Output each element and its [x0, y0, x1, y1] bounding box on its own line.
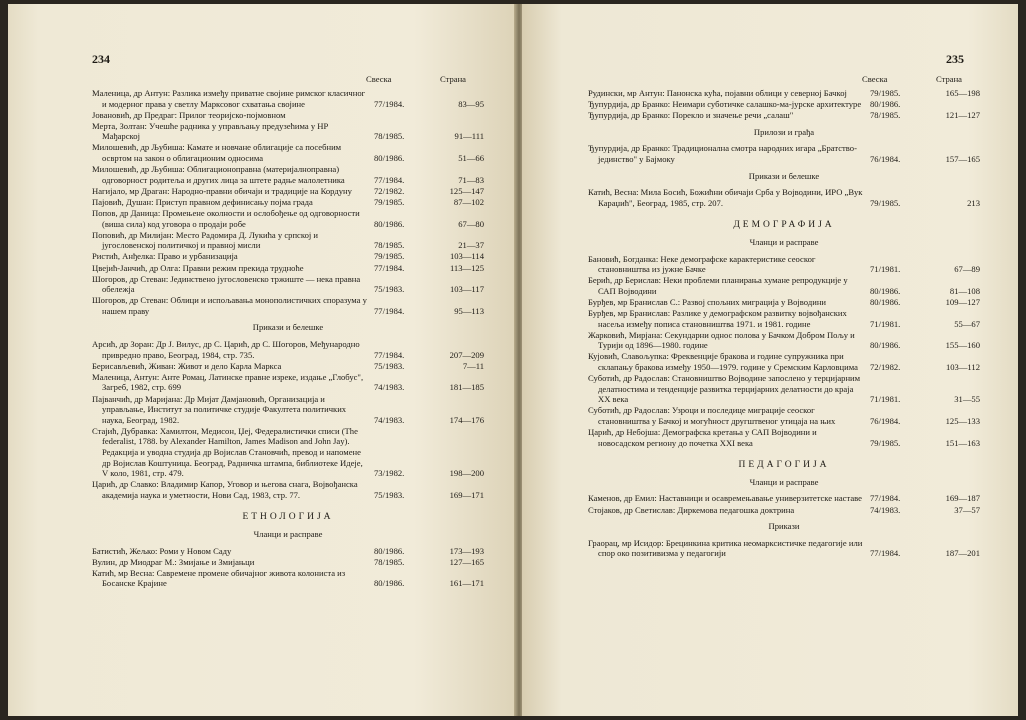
entry-text: Маленица, Антун: Анте Ромац, Латинске правне изреке, издање „Глобус", Загреб, 1982, стр. 699: [92, 371, 364, 393]
entry-text: Ђупурдија, др Бранко: Порекло и значење речи „салаш": [588, 110, 794, 121]
entry-pages: 161—171: [449, 578, 484, 589]
index-entry: [588, 405, 980, 426]
entry-text: Ристић, Анђелка: Право и урбанизација: [92, 251, 238, 262]
subsection-heading: Чланци и расправе: [749, 476, 819, 487]
index-entry: [588, 505, 980, 516]
entry-text: Пајванчић, др Маријана: Др Мијат Дамјановић, Организација и управљање, Институт за политичке студије Факултета политичких наука, Београд, 1982.: [92, 393, 347, 425]
entry-pages: 121—127: [945, 110, 980, 121]
entry-volume: 80/1986.: [374, 578, 405, 589]
entry-volume: 80/1986.: [870, 340, 901, 351]
entry-volume: 75/1983.: [374, 489, 405, 500]
entry-volume: 78/1985.: [870, 110, 901, 121]
index-entry: [588, 110, 980, 121]
entry-pages: 67—80: [458, 218, 484, 229]
entry-pages: 81—108: [949, 285, 980, 296]
left-page: [8, 4, 516, 716]
entry-text: Шогоров, др Стеван: Јединствено југословенско тржиште — нека правна обележја: [92, 273, 361, 295]
entry-volume: 78/1985.: [374, 556, 405, 567]
entry-pages: 31—55: [954, 394, 980, 405]
page-number: 235: [946, 52, 964, 66]
entry-volume: 78/1985.: [374, 240, 405, 251]
subsection-heading: Прикази и белешке: [252, 322, 324, 333]
entry-volume: 75/1983.: [374, 284, 405, 295]
entries-list: [92, 339, 484, 500]
entry-pages: 71—83: [458, 174, 484, 185]
entry-volume: 79/1985.: [374, 196, 405, 207]
entry-text: Катић, Весна: Мила Босић, Божићни обичаји Срба у Војводини, ИРО „Вук Караџић", Београд, 1985, стр. 207.: [588, 187, 863, 208]
subsection-heading: Чланци и расправе: [749, 236, 819, 247]
entry-pages: 7—11: [462, 360, 484, 371]
index-entry: [588, 493, 980, 504]
entry-pages: 169—171: [449, 489, 484, 500]
entry-text: Милошевић, др Љубиша: Облигационоправна (материјалноправна) одговорност родитеља и других лица за штете радње малолетника: [92, 164, 345, 185]
entry-pages: 187—201: [945, 548, 980, 559]
index-entry: [92, 372, 484, 393]
index-entry: [92, 394, 484, 426]
entry-text: Батистић, Жељко: Роми у Новом Саду: [92, 545, 232, 556]
entry-volume: 76/1984.: [870, 415, 901, 426]
index-entry: [588, 308, 980, 329]
entry-pages: 173—193: [449, 545, 484, 556]
right-page: [522, 4, 1018, 716]
entry-pages: 103—117: [449, 284, 484, 295]
entry-pages: 125—133: [945, 415, 980, 426]
entry-pages: 87—102: [453, 196, 484, 207]
entry-text: Бановић, Богданка: Неке демографске карактеристике сеоског становништва из јужне Бачке: [588, 253, 816, 275]
entry-volume: 80/1986.: [870, 285, 901, 296]
index-entry: [588, 99, 980, 110]
entry-pages: 127—165: [449, 556, 484, 567]
entry-pages: 169—187: [945, 493, 980, 504]
entry-volume: 75/1983.: [374, 360, 405, 371]
left-content: [92, 74, 484, 590]
entry-text: Берић, др Берислав: Неки проблеми планирања хумане репродукције у САП Војводини: [588, 275, 848, 296]
entry-volume: 79/1985.: [870, 88, 901, 98]
index-entry: [92, 339, 484, 360]
right-content: [588, 74, 980, 559]
entry-volume: 79/1985.: [870, 437, 901, 448]
entry-pages: 155—160: [945, 340, 980, 351]
entry-pages: 198—200: [449, 468, 484, 479]
column-header-volume: Свеска: [862, 74, 888, 84]
index-entry: [92, 110, 484, 121]
index-entry: [92, 568, 484, 589]
entry-volume: 73/1982.: [374, 468, 405, 479]
entry-volume: 74/1983.: [870, 504, 901, 515]
entry-volume: 71/1981.: [870, 394, 901, 405]
column-header-page: Страна: [935, 74, 962, 84]
index-entry: [92, 361, 484, 372]
entry-volume: 76/1984.: [870, 153, 901, 164]
page-number: 234: [92, 52, 110, 66]
entry-text: Арсић, др Зоран: Др Ј. Вилус, др С. Царић, др С. Шогоров, Међународно привредно право, Београд, 1984, стр. 735.: [92, 339, 360, 360]
entry-text: Царић, др Небојша: Демографска кретања у САП Војводини и новосадском региону до почетка XXI века: [588, 427, 817, 448]
index-entry: [92, 479, 484, 500]
entries-list: [588, 254, 980, 449]
index-entry: [92, 426, 484, 479]
entry-pages: 151—163: [945, 437, 980, 448]
entry-text: Каменов, др Емил: Наставници и осавремењавање универзитетске наставе: [588, 493, 862, 504]
entry-text: Стајић, Дубравка: Хамилтон, Медисон, Џеј, Федералистички списи (The federalist, 1788. by Alexander Hamilton, James Madison and John Jay). Редакција и уводна студија др Војислав Становчић, превод и напомене др Војислав Коштуница. Београд, Радничка штампа, библиотеке Идеје, V коло, 1981, стр. 479.: [92, 425, 363, 479]
entry-text: Пајовић, Душан: Приступ правном дефинисању појма града: [92, 196, 313, 207]
entry-text: Берисављевић, Живан: Живот и дело Карла Маркса: [92, 360, 282, 371]
index-entry: [588, 351, 980, 372]
entry-pages: 91—111: [454, 131, 484, 142]
column-headers: [588, 74, 980, 88]
index-entry: [588, 297, 980, 308]
entry-pages: 109—127: [945, 296, 980, 307]
entry-text: Бурђев, мр Бранислав С.: Развој спољних миграција у Војводини: [588, 296, 827, 307]
entry-volume: 72/1982.: [374, 185, 405, 196]
entry-text: Шогоров, др Стеван: Облици и испољавања монополистичких споразума у нашем праву: [92, 295, 367, 316]
index-entry: [92, 164, 484, 185]
entry-text: Ђупурдија, др Бранко: Неимари суботичке салашко-ма-јурске архитектуре: [588, 99, 862, 110]
entry-text: Поповић, др Милијан: Место Радомира Д. Лукића у српској и југословенској политичкој и правној мисли: [92, 229, 319, 251]
section-heading: ЕТНОЛОГИЈА: [242, 512, 334, 523]
entry-text: Милошевић, др Љубиша: Камате и новчане облигације са посебним освртом на закон о облигационим односима: [92, 142, 342, 164]
entries-list: [588, 88, 980, 121]
entry-text: Јовановић, др Предраг: Прилог теоријско-појмовном: [92, 109, 286, 120]
index-entry: [92, 88, 484, 109]
index-entry: [92, 186, 484, 197]
entry-pages: 181—185: [449, 382, 484, 393]
index-entry: [588, 254, 980, 275]
entry-pages: 157—165: [945, 153, 980, 164]
entry-pages: 213: [967, 197, 980, 208]
index-entry: [92, 263, 484, 274]
entry-volume: 77/1984.: [870, 493, 901, 504]
entry-text: Цвејић-Јанчић, др Олга: Правни режим прекида трудноће: [92, 262, 304, 273]
entry-volume: 71/1981.: [870, 318, 901, 329]
entry-pages: 55—67: [954, 318, 980, 329]
entries-list: [588, 143, 980, 164]
entry-pages: 165—198: [945, 88, 980, 98]
entry-volume: 80/1986.: [374, 218, 405, 229]
subsection-heading: Прилози и грађа: [753, 126, 815, 137]
entry-volume: 77/1984.: [374, 262, 405, 273]
entry-text: Суботић, др Радослав: Становништво Војводине запослено у терцијарним делатностима и тенденције развитка терцијарних делатности до краја XX века: [588, 373, 861, 405]
entry-text: Кујовић, Славољупка: Фреквенције бракова и године супружника при склапању бракова између 1950—1979. године у Сремским Карловцима: [588, 351, 858, 372]
index-entry: [588, 143, 980, 164]
entries-list: [92, 88, 484, 316]
entries-list: [588, 493, 980, 515]
section-heading: ПЕДАГОГИЈА: [738, 460, 830, 471]
entry-pages: 174—176: [449, 414, 484, 425]
entry-volume: 80/1986.: [374, 153, 405, 164]
entry-pages: 67—89: [954, 264, 980, 275]
entry-text: Жарковић, Мирјана: Секундарни однос полова у Бачком Добром Пољу и Турији од 1896—1980. године: [588, 329, 855, 351]
index-entry: [92, 295, 484, 316]
entries-list: [588, 538, 980, 559]
entries-list: [92, 546, 484, 589]
entry-text: Царић, др Славко: Владимир Капор, Уговор и његова снага, Војвођанска академија наука и уметности, Нови Сад, 1983, стр. 77.: [92, 479, 358, 500]
entry-volume: 80/1986.: [374, 545, 405, 556]
index-entry: [588, 275, 980, 296]
entry-text: Ђупурдија, др Бранко: Традиционална смотра народних игара „Братство-јединство" у Бајмоку: [588, 143, 857, 164]
index-entry: [92, 142, 484, 163]
column-header-volume: Свеска: [366, 74, 392, 84]
entry-volume: 80/1986.: [870, 99, 901, 110]
entry-volume: 79/1985.: [870, 197, 901, 208]
subsection-heading: Прикази: [768, 521, 800, 532]
index-entry: [92, 121, 484, 142]
entry-text: Нагијало, мр Драган: Народно-правни обичаји и традиције на Кордуну: [92, 185, 352, 196]
subsection-heading: Прикази и белешке: [748, 170, 820, 181]
column-header-page: Страна: [439, 74, 466, 84]
entry-volume: 77/1984.: [374, 305, 405, 316]
entry-text: Вулин, др Миодраг М.: Змијање и Змијањци: [92, 556, 255, 567]
entry-pages: 95—113: [454, 305, 484, 316]
entry-text: Стојаков, др Светислав: Диркемова педагошка доктрина: [588, 504, 795, 515]
index-entry: [588, 538, 980, 559]
index-entry: [588, 187, 980, 208]
book-spread: [8, 4, 1018, 716]
entry-pages: 103—112: [945, 361, 980, 372]
index-entry: [92, 251, 484, 262]
entry-text: Маленица, др Антун: Разлика између приватне својине римског класичног и модерног права у светлу Марксовог схватања својине: [92, 88, 366, 109]
entry-volume: 74/1983.: [374, 414, 405, 425]
entry-text: Катић, мр Весна: Савремене промене обичајног живота колониста из Босанске Крајине: [92, 567, 346, 589]
entry-pages: 103—114: [449, 251, 484, 262]
index-entry: [92, 274, 484, 295]
column-headers: [92, 74, 484, 88]
entry-text: Бурђев, мр Бранислав: Разлике у демографском развитку војвођанских насеља између пописа становништва 1971. и 1981. године: [588, 308, 847, 329]
entry-volume: 71/1981.: [870, 264, 901, 275]
entry-volume: 77/1984.: [374, 349, 405, 360]
index-entry: [92, 208, 484, 229]
index-entry: [92, 230, 484, 251]
entry-volume: 72/1982.: [870, 361, 901, 372]
entry-pages: 37—57: [954, 504, 980, 515]
entry-text: Мерта, Золтан: Учешће радника у управљању предузећима у НР Мађарској: [92, 120, 329, 142]
entry-volume: 77/1984.: [374, 174, 405, 185]
entry-text: Суботић, др Радослав: Узроци и последице миграције сеоског становништва у Бачкој и могућност другштвеног утицаја на њих: [588, 405, 836, 426]
entry-pages: 125—147: [449, 185, 484, 196]
entry-pages: 83—95: [458, 98, 484, 109]
index-entry: [92, 557, 484, 568]
entries-list: [588, 187, 980, 208]
entry-pages: 113—125: [449, 262, 484, 273]
index-entry: [588, 427, 980, 448]
index-entry: [588, 330, 980, 351]
entry-volume: 77/1984.: [870, 548, 901, 559]
entry-pages: 51—66: [458, 153, 484, 164]
entry-text: Попов, др Даница: Промењене околности и ослобођење од одговорности (виша сила) код уговора о продаји робе: [92, 208, 360, 229]
section-heading: ДЕМОГРАФИЈА: [733, 220, 835, 231]
entry-volume: 79/1985.: [374, 251, 405, 262]
entry-text: Рудински, мр Антун: Панонска кућа, појавни облици у северној Бачкој: [588, 88, 847, 98]
entry-volume: 74/1983.: [374, 382, 405, 393]
index-entry: [92, 546, 484, 557]
entry-volume: 80/1986.: [870, 296, 901, 307]
index-entry: [588, 373, 980, 405]
index-entry: [588, 88, 980, 99]
index-entry: [92, 197, 484, 208]
subsection-heading: Чланци и расправе: [253, 529, 323, 540]
entry-pages: 21—37: [458, 240, 484, 251]
entry-volume: 78/1985.: [374, 131, 405, 142]
entry-text: Граорац, мр Исидор: Брецинкина критика неомарксистичке педагогије или спор око позитивизма у педагогији: [588, 537, 863, 559]
entry-pages: 207—209: [449, 349, 484, 360]
entry-volume: 77/1984.: [374, 98, 405, 109]
